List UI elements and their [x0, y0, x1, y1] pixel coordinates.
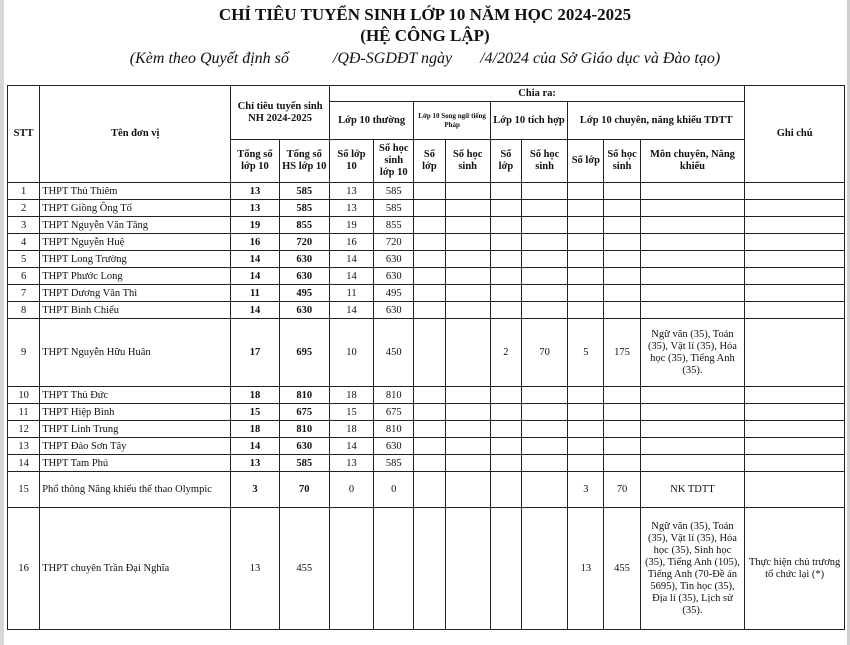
cell-ten: THPT Long Trường — [40, 251, 231, 268]
cell-snl — [414, 251, 445, 268]
cell-snhs — [445, 217, 490, 234]
cell-tsl: 19 — [231, 217, 279, 234]
cell-ghichu — [745, 217, 845, 234]
cell-thl — [490, 472, 521, 508]
cell-ths: 630 — [374, 438, 414, 455]
header-chi-tieu: Chỉ tiêu tuyển sinh NH 2024-2025 — [231, 86, 330, 140]
cell-thhs: 70 — [521, 319, 567, 387]
cell-ths: 630 — [374, 302, 414, 319]
cell-tl: 11 — [329, 285, 373, 302]
cell-thl — [490, 183, 521, 200]
document-subtitle: (HỆ CÔNG LẬP) — [360, 26, 490, 45]
cell-snl — [414, 268, 445, 285]
cell-snhs — [445, 508, 490, 630]
cell-ghichu — [745, 319, 845, 387]
cell-ten: THPT chuyên Trần Đại Nghĩa — [40, 508, 231, 630]
cell-thhs — [521, 183, 567, 200]
cell-tshs: 675 — [279, 404, 329, 421]
cell-thhs — [521, 455, 567, 472]
header-thuong-so-lop: Số lớp 10 — [329, 140, 373, 183]
cell-tsl: 11 — [231, 285, 279, 302]
cell-chs: 70 — [604, 472, 640, 508]
cell-tsl: 13 — [231, 455, 279, 472]
cell-ten: Phổ thông Năng khiếu thể thao Olympic — [40, 472, 231, 508]
cell-ths: 855 — [374, 217, 414, 234]
cell-snhs — [445, 302, 490, 319]
cell-cl — [568, 268, 604, 285]
header-mon-chuyen: Môn chuyên, Năng khiếu — [640, 140, 745, 183]
cell-stt: 7 — [8, 285, 40, 302]
cell-chs — [604, 404, 640, 421]
cell-tl: 15 — [329, 404, 373, 421]
cell-ths: 0 — [374, 472, 414, 508]
cell-chs — [604, 268, 640, 285]
cell-thl: 2 — [490, 319, 521, 387]
enrollment-table — [7, 85, 845, 630]
cell-snl — [414, 302, 445, 319]
cell-tl — [329, 508, 373, 630]
cell-snl — [414, 387, 445, 404]
header-song-ngu-so-hs: Số học sinh — [445, 140, 490, 183]
cell-thl — [490, 285, 521, 302]
table-row — [8, 455, 845, 472]
cell-tl: 14 — [329, 302, 373, 319]
table-row — [8, 421, 845, 438]
decision-ref-part2: /QĐ-SGDĐT ngày — [332, 50, 453, 67]
cell-ths: 585 — [374, 200, 414, 217]
cell-cl — [568, 285, 604, 302]
cell-thhs — [521, 302, 567, 319]
cell-ten: THPT Bình Chiểu — [40, 302, 231, 319]
cell-mon — [640, 183, 745, 200]
cell-ghichu — [745, 285, 845, 302]
cell-snl — [414, 217, 445, 234]
left-border — [0, 0, 4, 645]
cell-thhs — [521, 421, 567, 438]
cell-thl — [490, 217, 521, 234]
cell-snl — [414, 472, 445, 508]
cell-cl — [568, 302, 604, 319]
cell-snhs — [445, 455, 490, 472]
cell-tshs: 630 — [279, 438, 329, 455]
cell-tshs: 585 — [279, 200, 329, 217]
cell-ten: THPT Giồng Ông Tố — [40, 200, 231, 217]
cell-ghichu — [745, 404, 845, 421]
cell-tl: 13 — [329, 183, 373, 200]
cell-cl — [568, 183, 604, 200]
cell-ths: 720 — [374, 234, 414, 251]
cell-ten: THPT Đào Sơn Tây — [40, 438, 231, 455]
cell-tl: 16 — [329, 234, 373, 251]
cell-cl — [568, 455, 604, 472]
cell-ghichu — [745, 455, 845, 472]
cell-tsl: 17 — [231, 319, 279, 387]
cell-stt: 16 — [8, 508, 40, 630]
table-row — [8, 508, 845, 630]
cell-ths: 585 — [374, 183, 414, 200]
cell-tshs: 585 — [279, 183, 329, 200]
cell-chs — [604, 285, 640, 302]
cell-ghichu — [745, 438, 845, 455]
header-lop10-chuyen: Lớp 10 chuyên, năng khiếu TDTT — [568, 102, 745, 140]
document-header — [0, 4, 850, 70]
cell-stt: 11 — [8, 404, 40, 421]
cell-tl: 14 — [329, 438, 373, 455]
cell-tshs: 810 — [279, 387, 329, 404]
cell-stt: 10 — [8, 387, 40, 404]
header-lop10-tich-hop: Lớp 10 tích hợp — [490, 102, 567, 140]
cell-thhs — [521, 268, 567, 285]
cell-cl — [568, 438, 604, 455]
cell-ten: THPT Linh Trung — [40, 421, 231, 438]
cell-cl — [568, 234, 604, 251]
cell-chs — [604, 200, 640, 217]
cell-ths: 630 — [374, 268, 414, 285]
cell-ten: THPT Tam Phú — [40, 455, 231, 472]
cell-tsl: 3 — [231, 472, 279, 508]
header-chuyen-so-lop: Số lớp — [568, 140, 604, 183]
cell-tsl: 16 — [231, 234, 279, 251]
cell-mon: Ngữ văn (35), Toán (35), Vật lí (35), Hóa học (35), Sinh học (35), Tiếng Anh (105), Tiếng Anh (70-Đề án 5695), Tin học (35), Địa lí (35), Lịch sử (35). — [640, 508, 745, 630]
cell-snl — [414, 455, 445, 472]
cell-tshs: 455 — [279, 508, 329, 630]
header-ten-don-vi: Tên đơn vị — [40, 86, 231, 183]
cell-ghichu — [745, 234, 845, 251]
cell-tl: 13 — [329, 200, 373, 217]
cell-tsl: 18 — [231, 387, 279, 404]
cell-tshs: 695 — [279, 319, 329, 387]
table-row — [8, 302, 845, 319]
table-row — [8, 438, 845, 455]
cell-ths: 495 — [374, 285, 414, 302]
cell-thl — [490, 302, 521, 319]
cell-tsl: 15 — [231, 404, 279, 421]
cell-tshs: 720 — [279, 234, 329, 251]
cell-chs — [604, 387, 640, 404]
cell-snhs — [445, 251, 490, 268]
header-ghi-chu: Ghi chú — [745, 86, 845, 183]
cell-stt: 12 — [8, 421, 40, 438]
cell-tshs: 630 — [279, 302, 329, 319]
cell-tl: 14 — [329, 268, 373, 285]
cell-snl — [414, 438, 445, 455]
cell-tsl: 14 — [231, 268, 279, 285]
cell-snhs — [445, 234, 490, 251]
cell-chs — [604, 455, 640, 472]
cell-ths: 810 — [374, 421, 414, 438]
cell-cl: 13 — [568, 508, 604, 630]
cell-thhs — [521, 217, 567, 234]
table-row — [8, 200, 845, 217]
cell-ghichu — [745, 421, 845, 438]
cell-snl — [414, 183, 445, 200]
header-stt: STT — [8, 86, 40, 183]
cell-snl — [414, 508, 445, 630]
cell-chs — [604, 421, 640, 438]
decision-ref-part3: /4/2024 của Sở Giáo dục và Đào tạo) — [480, 50, 721, 67]
cell-tsl: 18 — [231, 421, 279, 438]
cell-ten: THPT Thủ Thiêm — [40, 183, 231, 200]
cell-ten: THPT Dương Văn Thì — [40, 285, 231, 302]
cell-tl: 18 — [329, 421, 373, 438]
cell-ghichu — [745, 251, 845, 268]
cell-ten: THPT Hiệp Bình — [40, 404, 231, 421]
cell-tsl: 14 — [231, 302, 279, 319]
cell-tshs: 495 — [279, 285, 329, 302]
cell-ths: 810 — [374, 387, 414, 404]
cell-tl: 13 — [329, 455, 373, 472]
cell-ths: 450 — [374, 319, 414, 387]
cell-snl — [414, 234, 445, 251]
cell-ghichu — [745, 472, 845, 508]
cell-cl — [568, 404, 604, 421]
cell-ten: THPT Nguyễn Huệ — [40, 234, 231, 251]
cell-snl — [414, 421, 445, 438]
cell-ten: THPT Thủ Đức — [40, 387, 231, 404]
table-row — [8, 183, 845, 200]
cell-thhs — [521, 285, 567, 302]
cell-thl — [490, 387, 521, 404]
cell-snl — [414, 285, 445, 302]
cell-ths: 585 — [374, 455, 414, 472]
cell-ghichu: Thực hiện chủ trương tổ chức lại (*) — [745, 508, 845, 630]
cell-thhs — [521, 200, 567, 217]
cell-snhs — [445, 438, 490, 455]
cell-mon — [640, 285, 745, 302]
table-row — [8, 319, 845, 387]
cell-tshs: 585 — [279, 455, 329, 472]
cell-thl — [490, 421, 521, 438]
cell-cl — [568, 251, 604, 268]
table-row — [8, 285, 845, 302]
cell-mon: Ngữ văn (35), Toán (35), Vật lí (35), Hóa học (35), Tiếng Anh (35). — [640, 319, 745, 387]
decision-reference — [0, 48, 850, 70]
cell-thl — [490, 508, 521, 630]
cell-mon — [640, 404, 745, 421]
table-row — [8, 217, 845, 234]
table-row — [8, 387, 845, 404]
cell-snl — [414, 319, 445, 387]
cell-stt: 8 — [8, 302, 40, 319]
cell-cl — [568, 421, 604, 438]
cell-thl — [490, 234, 521, 251]
cell-mon — [640, 438, 745, 455]
cell-tl: 14 — [329, 251, 373, 268]
cell-thl — [490, 455, 521, 472]
cell-chs — [604, 251, 640, 268]
cell-stt: 4 — [8, 234, 40, 251]
cell-tl: 0 — [329, 472, 373, 508]
table-row — [8, 472, 845, 508]
cell-ten: THPT Phước Long — [40, 268, 231, 285]
cell-ghichu — [745, 268, 845, 285]
cell-mon — [640, 251, 745, 268]
cell-mon — [640, 200, 745, 217]
cell-snl — [414, 200, 445, 217]
header-lop10-thuong: Lớp 10 thường — [329, 102, 413, 140]
cell-chs — [604, 438, 640, 455]
cell-mon — [640, 302, 745, 319]
cell-tshs: 630 — [279, 251, 329, 268]
cell-stt: 13 — [8, 438, 40, 455]
cell-chs — [604, 183, 640, 200]
header-thuong-so-hs: Số học sinh lớp 10 — [374, 140, 414, 183]
cell-snhs — [445, 268, 490, 285]
cell-ghichu — [745, 387, 845, 404]
cell-ths: 675 — [374, 404, 414, 421]
table-row — [8, 234, 845, 251]
cell-chs — [604, 217, 640, 234]
cell-ths — [374, 508, 414, 630]
cell-tshs: 855 — [279, 217, 329, 234]
cell-thhs — [521, 387, 567, 404]
cell-snhs — [445, 404, 490, 421]
cell-thl — [490, 200, 521, 217]
cell-chs: 455 — [604, 508, 640, 630]
cell-thhs — [521, 508, 567, 630]
table-row — [8, 404, 845, 421]
document-title: CHỈ TIÊU TUYỂN SINH LỚP 10 NĂM HỌC 2024-2025 — [218, 5, 632, 24]
cell-thl — [490, 251, 521, 268]
cell-snhs — [445, 285, 490, 302]
cell-snhs — [445, 200, 490, 217]
header-tich-hop-so-lop: Số lớp — [490, 140, 521, 183]
cell-stt: 1 — [8, 183, 40, 200]
cell-mon — [640, 455, 745, 472]
cell-tshs: 630 — [279, 268, 329, 285]
cell-tshs: 810 — [279, 421, 329, 438]
cell-thl — [490, 268, 521, 285]
cell-thhs — [521, 438, 567, 455]
cell-thhs — [521, 251, 567, 268]
header-chia-ra: Chia ra: — [329, 86, 744, 102]
cell-stt: 3 — [8, 217, 40, 234]
cell-tl: 18 — [329, 387, 373, 404]
cell-thhs — [521, 404, 567, 421]
cell-snhs — [445, 183, 490, 200]
cell-snhs — [445, 319, 490, 387]
header-tong-so-hs: Tổng số HS lớp 10 — [279, 140, 329, 183]
cell-chs — [604, 234, 640, 251]
cell-thl — [490, 404, 521, 421]
cell-cl — [568, 217, 604, 234]
cell-stt: 9 — [8, 319, 40, 387]
cell-ten: THPT Nguyễn Văn Tăng — [40, 217, 231, 234]
cell-tl: 19 — [329, 217, 373, 234]
cell-cl: 5 — [568, 319, 604, 387]
decision-ref-part1: (Kèm theo Quyết định số — [129, 50, 289, 67]
cell-snhs — [445, 421, 490, 438]
cell-thhs — [521, 234, 567, 251]
cell-mon: NK TDTT — [640, 472, 745, 508]
cell-stt: 15 — [8, 472, 40, 508]
cell-stt: 14 — [8, 455, 40, 472]
header-chuyen-so-hs: Số học sinh — [604, 140, 640, 183]
header-tich-hop-so-hs: Số học sinh — [521, 140, 567, 183]
cell-stt: 5 — [8, 251, 40, 268]
cell-stt: 2 — [8, 200, 40, 217]
cell-thhs — [521, 472, 567, 508]
cell-cl: 3 — [568, 472, 604, 508]
header-lop10-song-ngu: Lớp 10 Song ngữ tiếng Pháp — [414, 102, 490, 140]
table-row — [8, 251, 845, 268]
table-body — [8, 183, 845, 630]
cell-ghichu — [745, 200, 845, 217]
cell-chs — [604, 302, 640, 319]
cell-chs: 175 — [604, 319, 640, 387]
table-row — [8, 268, 845, 285]
cell-tsl: 13 — [231, 200, 279, 217]
cell-cl — [568, 200, 604, 217]
cell-thl — [490, 438, 521, 455]
cell-mon — [640, 268, 745, 285]
cell-tsl: 13 — [231, 183, 279, 200]
cell-ths: 630 — [374, 251, 414, 268]
header-song-ngu-so-lop: Số lớp — [414, 140, 445, 183]
cell-tsl: 14 — [231, 251, 279, 268]
cell-tsl: 14 — [231, 438, 279, 455]
cell-stt: 6 — [8, 268, 40, 285]
cell-mon — [640, 387, 745, 404]
cell-snhs — [445, 387, 490, 404]
cell-tsl: 13 — [231, 508, 279, 630]
cell-mon — [640, 421, 745, 438]
cell-tshs: 70 — [279, 472, 329, 508]
header-tong-so-lop: Tổng số lớp 10 — [231, 140, 279, 183]
cell-snhs — [445, 472, 490, 508]
cell-mon — [640, 217, 745, 234]
cell-ghichu — [745, 302, 845, 319]
cell-tl: 10 — [329, 319, 373, 387]
cell-ten: THPT Nguyễn Hữu Huân — [40, 319, 231, 387]
cell-cl — [568, 387, 604, 404]
cell-snl — [414, 404, 445, 421]
cell-ghichu — [745, 183, 845, 200]
cell-mon — [640, 234, 745, 251]
